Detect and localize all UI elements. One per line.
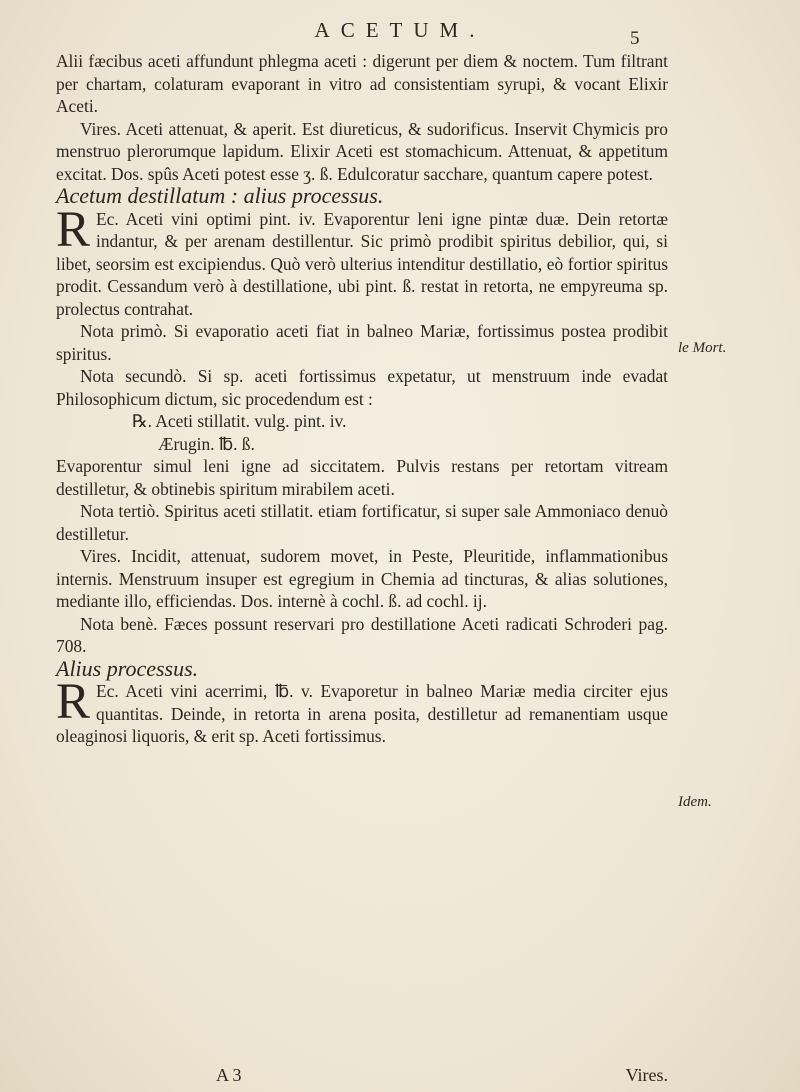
recipe-line: ℞. Aceti stillatit. vulg. pint. iv. <box>132 411 347 431</box>
paragraph <box>56 201 668 321</box>
page-number: 5 <box>630 28 640 49</box>
paragraph <box>56 674 668 748</box>
paragraph: Alii fæcibus aceti affundunt phlegma aceti : digerunt per diem & noctem. Tum filtrant per chartam, colaturam evaporant in vitro ad consistentiam syrupi, & vocant Elixir Aceti. <box>56 51 668 116</box>
paragraph: Evaporentur simul leni igne ad siccitatem. Pulvis restans per retortam vitream destilletur, & obtinebis spiritum mirabilem aceti. <box>56 456 668 499</box>
drop-cap: R <box>56 674 91 730</box>
margin-note: le Mort. <box>678 340 727 356</box>
section-heading: Acetum destillatum : alius processus. <box>56 183 384 208</box>
signature-mark: A 3 <box>216 1065 242 1085</box>
paragraph: Nota tertiò. Spiritus aceti stillatit. etiam fortificatur, si super sale Ammoniaco denuò destilletur. <box>56 501 668 544</box>
body-text <box>56 50 668 748</box>
paragraph: Vires. Incidit, attenuat, sudorem movet, in Peste, Pleuritide, inflammationibus internis. Menstruum insuper est egregium in Chemia ad tincturas, & alias solutiones, mediante illo, efficiendas. Dos. internè à cochl. ß. ad cochl. ij. <box>56 546 668 611</box>
recipe-line: Ærugin. ℔. ß. <box>158 433 255 454</box>
paragraph-text: Ec. Aceti vini optimi pint. iv. Evaporentur leni igne pintæ duæ. Dein retortæ indantur, & per arenam destillentur. Sic primò prodibit spiritus debilior, qui, si libet, seorsim est excipiendus. Quò verò ulterius intenditur destillatio, eò fortior spiritus prodit. Cessandum verò à destillatione, ubi pint. ß. restat in retorta, ne empyreuma sp. prolectus contrahat. <box>56 208 668 319</box>
drop-cap: R <box>56 201 91 258</box>
paragraph: Vires. Aceti attenuat, & aperit. Est diureticus, & sudorificus. Inservit Chymicis pro menstruo plerorumque lapidum. Elixir Aceti est stomachicum. Attenuat, & appetitum excitat. Dos. spûs Aceti potest esse ʒ. ß. Edulcoratur sacchare, quantum capere potest. <box>56 118 668 184</box>
paragraph: Nota primò. Si evaporatio aceti fiat in balneo Mariæ, fortissimus postea prodibit spiritus. <box>56 321 668 364</box>
paragraph-text: Ec. Aceti vini acerrimi, ℔. v. Evaporetur in balneo Mariæ media circiter ejus quantitas. Deinde, in retorta in arena posita, destilletur ad remanentiam usque oleaginosi liquoris, & erit sp. Aceti fortissimus. <box>56 681 668 746</box>
catchword: Vires. <box>625 1065 668 1085</box>
running-head: ACETUM. <box>314 18 486 42</box>
margin-note: Idem. <box>678 794 712 810</box>
paragraph: Nota benè. Fæces possunt reservari pro destillatione Aceti radicati Schroderi pag. 708. <box>56 613 668 656</box>
section-heading: Alius processus. <box>56 655 199 681</box>
paragraph: Nota secundò. Si sp. aceti fortissimus expetatur, ut menstruum inde evadat Philosophicum dictum, sic procedendum est : <box>56 366 668 409</box>
